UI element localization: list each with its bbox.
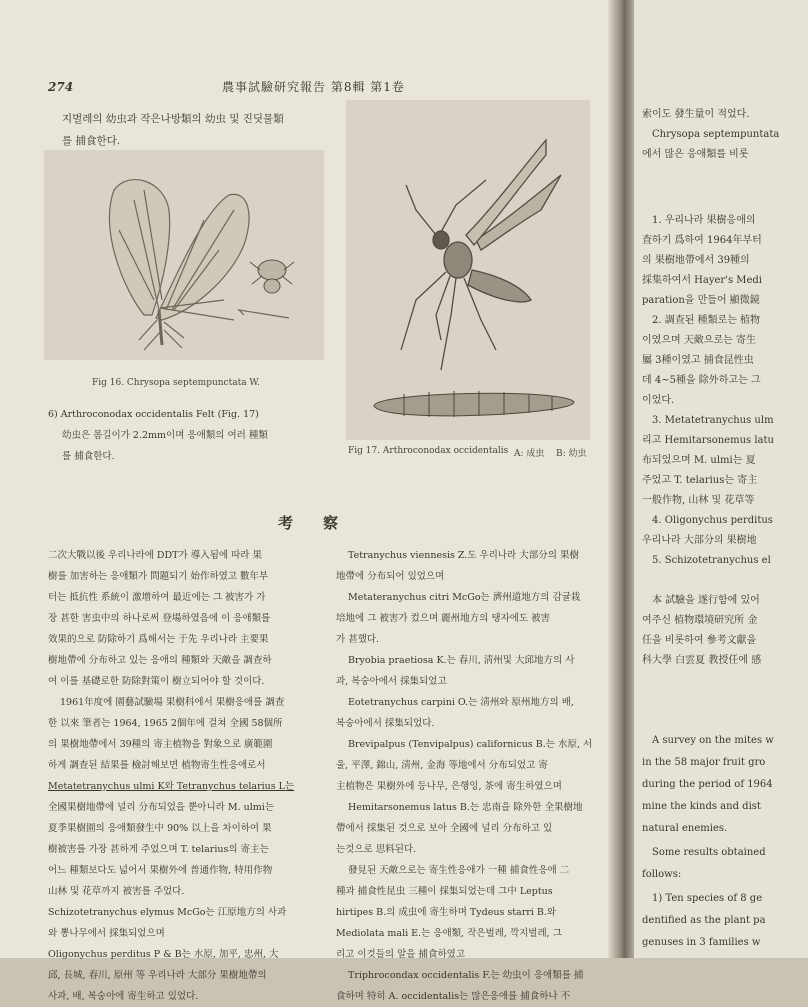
- body-line: 하게 調查된 結果를 檢討해보면 植物寄生性응애로서: [48, 760, 266, 771]
- right-line: paration을 만들어 顯微鏡: [642, 295, 760, 306]
- body-line: 사과, 배, 복숭아에 寄生하고 있었다.: [48, 991, 199, 1002]
- body-line: Mediolata mali E.는 응애類, 작은벌레, 깍지벌레, 그: [336, 928, 562, 939]
- intro-line: 지벌레의 幼虫과 작은나방類의 幼虫 및 진딧물類: [62, 113, 284, 125]
- body-line: 種과 捕食性昆虫 三種이 採集되었는데 그中 Leptus: [336, 886, 553, 897]
- right-line: 이었다.: [642, 395, 675, 406]
- body-line: 樹被害를 가장 甚하게 주었으며 T. telarius의 寄主는: [48, 844, 269, 855]
- right-line: 本 試驗을 遂行함에 있어: [652, 595, 760, 606]
- body-line: 와 뽕나무에서 採集되었으며: [48, 928, 165, 939]
- intro-line: 를 捕食한다.: [62, 135, 121, 147]
- body-line: 效果的으로 防除하기 爲해서는 于先 우리나라 主要果: [48, 634, 269, 645]
- body-line: Metatetranychus ulmi K와 Tetranychus telarius L는: [48, 781, 295, 792]
- body-line: Metateranychus citri McGo는 濟州道地方의 감귤栽: [348, 592, 581, 603]
- body-line: 는것으로 思料된다.: [336, 844, 417, 855]
- body-line: 어느 種類보다도 넓어서 果樹外에 普通作物, 特用作物: [48, 865, 273, 876]
- species6-title: 6) Arthroconodax occidentalis Felt (Fig. 17): [48, 409, 259, 420]
- abstract-line: genuses in 3 families w: [642, 937, 761, 948]
- body-line: 全國果樹地帶에 널리 分布되었을 뿐아니라 M. ulmi는: [48, 802, 274, 813]
- abstract-line: during the period of 1964: [642, 779, 773, 790]
- body-line: 1961年度에 園藝試驗場 果樹科에서 果樹응애를 調查: [60, 697, 285, 708]
- right-line: 屬 3種이였고 捕食昆性虫: [642, 355, 754, 366]
- right-line: 의 果樹地帶에서 39種의: [642, 255, 750, 266]
- body-line: 울, 平澤, 錦山, 淸州, 金海 等地에서 分布되었고 寄: [336, 760, 548, 771]
- body-line: 食하며 特히 A. occidentalis는 많은응애를 捕食하나 不: [336, 991, 571, 1002]
- body-line: 夏季果樹園의 응애類發生中 90% 以上을 차이하여 果: [48, 823, 272, 834]
- right-line: 採集하여서 Hayer's Medi: [642, 275, 763, 286]
- right-line: 1. 우리나라 果樹응애의: [652, 215, 756, 226]
- right-line: 一般作物, 山林 및 花草等: [642, 495, 755, 506]
- species6-line: 를 捕食한다.: [62, 451, 115, 462]
- right-line: 데 4~5種을 除外하고는 그: [642, 375, 761, 386]
- abstract-line: A survey on the mites w: [652, 735, 774, 746]
- fig16-image: [44, 150, 324, 360]
- abstract-line: natural enemies.: [642, 823, 728, 834]
- right-line: 여주신 植物環境研究所 金: [642, 615, 758, 626]
- right-line: 布되었으며 M. ulmi는 夏: [642, 455, 756, 466]
- right-line: 우리나라 大部分의 果樹地: [642, 535, 757, 546]
- right-line: 2. 調查된 種類로는 植物: [652, 315, 761, 326]
- right-line: 주었고 T. telarius는 寄主: [642, 475, 758, 486]
- body-line: 복숭아에서 採集되었다.: [336, 718, 435, 729]
- body-line: 여 이를 基礎로한 防除對策이 樹立되어야 할 것이다.: [48, 676, 265, 687]
- body-line: 二次大戰以後 우리나라에 DDT가 導入됨에 따라 果: [48, 550, 262, 561]
- abstract-line: in the 58 major fruit gro: [642, 757, 766, 768]
- body-line: 한 以來 筆者는 1964, 1965 2個年에 걸쳐 全國 58個所: [48, 718, 283, 729]
- right-line: Chrysopa septempuntata: [652, 129, 780, 140]
- right-line: 任을 비롯하여 參考文獻을: [642, 635, 757, 646]
- right-line: 이였으며 天敵으로는 寄生: [642, 335, 756, 346]
- abstract-line: mine the kinds and dist: [642, 801, 761, 812]
- body-line: 主植物은 果樹外에 등나무, 은행잉, 茶에 寄生하였으며: [336, 781, 562, 792]
- body-line: 樹를 加害하는 응애類가 問題되기 始作하였고 數年부: [48, 571, 269, 582]
- right-line: 査하기 爲하여 1964年부터: [642, 235, 762, 246]
- fig16-caption: Fig 16. Chrysopa septempunctata W.: [92, 378, 260, 388]
- body-line: 가 甚했다.: [336, 634, 380, 645]
- right-line: 에서 많은 응애類를 비롯: [642, 149, 749, 160]
- fig17-label-a: A: 成虫: [514, 449, 545, 459]
- fig17-label-b: B: 幼虫: [556, 449, 587, 459]
- species6-line: 幼虫은 몸길이가 2.2mm이며 응애類의 여러 種類: [62, 430, 268, 441]
- body-line: Oligonychus perditus P & B는 水原, 加平, 忠州, 大: [48, 949, 279, 960]
- body-line: 과, 복숭아에서 採集되었고: [336, 676, 447, 687]
- body-line: Tetranychus viennesis Z.도 우리나라 大部分의 果樹: [348, 550, 579, 561]
- body-line: 의 果樹地帶에서 39種의 寄主植物을 對象으로 廣範圍: [48, 739, 273, 750]
- right-line: 리고 Hemitarsonemus latu: [642, 435, 774, 446]
- abstract-line: dentified as the plant pa: [642, 915, 766, 926]
- abstract-line: 1) Ten species of 8 ge: [652, 893, 763, 904]
- body-line: 地帶에 分布되어 있었으며: [336, 571, 445, 582]
- body-line: Bryobia praetiosa K.는 春川, 淸州및 大邱地方의 사: [348, 655, 575, 666]
- body-line: Hemitarsonemus latus B.는 忠南을 除外한 全果樹地: [348, 802, 583, 813]
- body-line: 培地에 그 被害가 컸으며 麗州地方의 탱자에도 被害: [336, 613, 551, 624]
- gall-midge-illustration: [346, 100, 590, 440]
- body-line: 帶에서 採集된 것으로 보아 全國에 널리 分布하고 있: [336, 823, 553, 834]
- right-line: 3. Metatetranychus ulm: [652, 415, 774, 426]
- body-line: Triphrocondax occidentalis F.는 幼虫이 응애類를 捕: [348, 970, 584, 981]
- body-line: 樹地帶에 分布하고 있는 응애의 種類와 天敵을 調查하: [48, 655, 272, 666]
- right-page: [634, 0, 808, 958]
- body-line: 發見된 天敵으로는 寄生性응애가 一種 捕食性응애 二: [348, 865, 570, 876]
- body-line: 터는 抵抗性 系統이 激增하여 最近에는 그 被害가 가: [48, 592, 266, 603]
- abstract-line: follows:: [642, 869, 682, 880]
- body-line: hirtipes B.의 成虫에 寄生하며 Tydeus starri B.와: [336, 907, 557, 918]
- right-line: 4. Oligonychus perditus: [652, 515, 773, 526]
- running-title: 農事試驗研究報告 第8輯 第1卷: [222, 80, 405, 94]
- body-line: 邱, 長城, 春川, 原州 等 우리나라 大部分 果樹地帶의: [48, 970, 267, 981]
- right-line: 科大學 白雲夏 教授任에 感: [642, 655, 762, 666]
- body-line: 리고 이것들의 알을 捕食하였고: [336, 949, 466, 960]
- abstract-line: Some results obtained: [652, 847, 766, 858]
- fig17-caption: Fig 17. Arthroconodax occidentalis: [348, 446, 509, 456]
- body-line: Eotetranychus carpini O.는 淸州와 原州地方의 배,: [348, 697, 574, 708]
- body-line: 山林 및 花草까지 被害를 주었다.: [48, 886, 185, 897]
- page-number: 274: [48, 80, 74, 94]
- section-heading: 考 察: [278, 514, 339, 532]
- lacewing-illustration: [44, 150, 324, 360]
- right-line: 索이도 發生量이 적었다.: [642, 109, 750, 120]
- right-line: 5. Schizotetranychus el: [652, 555, 771, 566]
- body-line: Brevipalpus (Tenvipalpus) californicus B.는 水原, 서: [348, 739, 593, 750]
- fig17-image: [346, 100, 590, 440]
- body-line: 장 甚한 害虫中의 하나로써 登場하였음에 이 응애類를: [48, 613, 271, 624]
- body-line: Schizotetranychus elymus McGo는 江原地方의 사과: [48, 907, 287, 918]
